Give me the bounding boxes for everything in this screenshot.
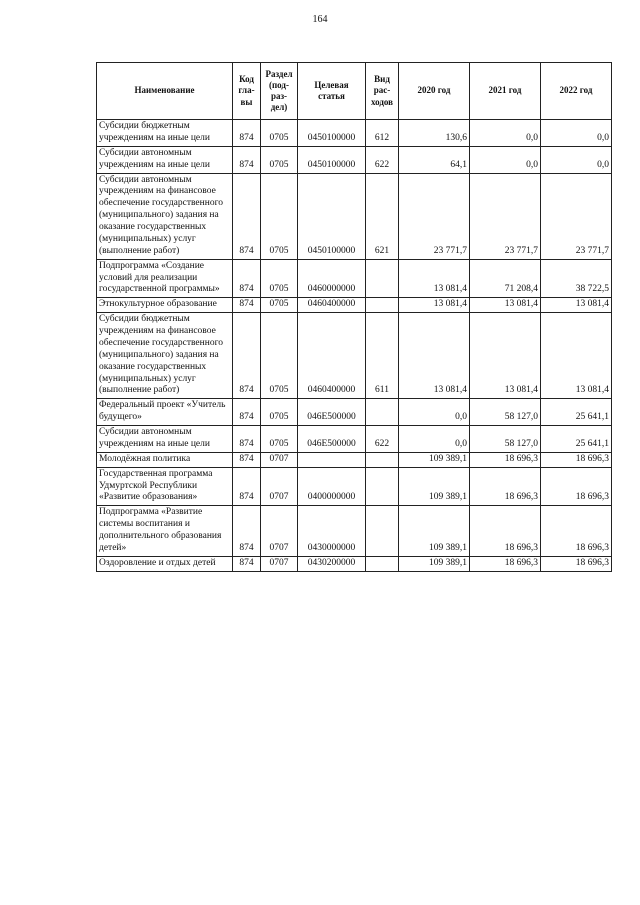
table-row — [97, 298, 612, 313]
row-chapter: 874 — [233, 399, 261, 426]
row-target: 0400000000 — [298, 467, 366, 506]
row-chapter: 874 — [233, 259, 261, 298]
row-target: 0430000000 — [298, 506, 366, 557]
row-2021: 13 081,4 — [470, 313, 541, 399]
row-2022: 13 081,4 — [541, 298, 612, 313]
row-chapter: 874 — [233, 426, 261, 453]
row-2020: 130,6 — [399, 120, 470, 147]
row-name: Молодёжная политика — [97, 452, 233, 467]
row-section: 0707 — [261, 452, 298, 467]
row-chapter: 874 — [233, 313, 261, 399]
row-2022: 0,0 — [541, 146, 612, 173]
row-name: Субсидии бюджетным учреждениям на финансовое обеспечение государственного (муниципального) задания на оказание государственных (муниципальных) услуг (выполнение работ) — [97, 313, 233, 399]
row-2020: 0,0 — [399, 399, 470, 426]
row-2020: 64,1 — [399, 146, 470, 173]
row-name: Этнокультурное образование — [97, 298, 233, 313]
row-target: 0460000000 — [298, 259, 366, 298]
row-section: 0707 — [261, 506, 298, 557]
table-row — [97, 467, 612, 506]
row-section: 0705 — [261, 120, 298, 147]
row-expense — [366, 452, 399, 467]
row-2021: 0,0 — [470, 146, 541, 173]
row-chapter: 874 — [233, 452, 261, 467]
row-expense: 622 — [366, 146, 399, 173]
row-2020: 13 081,4 — [399, 298, 470, 313]
row-expense: 612 — [366, 120, 399, 147]
row-expense: 611 — [366, 313, 399, 399]
row-2021: 71 208,4 — [470, 259, 541, 298]
table-row — [97, 556, 612, 571]
header-section: Раздел (под-раз-дел) — [261, 63, 298, 120]
row-expense — [366, 506, 399, 557]
row-2021: 18 696,3 — [470, 467, 541, 506]
row-2021: 58 127,0 — [470, 426, 541, 453]
row-target: 046E500000 — [298, 426, 366, 453]
row-2021: 58 127,0 — [470, 399, 541, 426]
row-2022: 18 696,3 — [541, 556, 612, 571]
header-row — [97, 63, 612, 120]
row-2020: 109 389,1 — [399, 556, 470, 571]
row-2022: 25 641,1 — [541, 399, 612, 426]
row-2022: 0,0 — [541, 120, 612, 147]
page-number: 164 — [312, 14, 328, 25]
row-expense — [366, 399, 399, 426]
table-row — [97, 399, 612, 426]
row-2021: 23 771,7 — [470, 173, 541, 259]
table-row — [97, 313, 612, 399]
row-section: 0705 — [261, 399, 298, 426]
row-chapter: 874 — [233, 120, 261, 147]
row-expense — [366, 556, 399, 571]
row-expense: 622 — [366, 426, 399, 453]
row-2020: 109 389,1 — [399, 467, 470, 506]
row-2022: 18 696,3 — [541, 452, 612, 467]
header-expense: Вид рас-ходов — [366, 63, 399, 120]
row-target — [298, 452, 366, 467]
row-2021: 18 696,3 — [470, 556, 541, 571]
row-chapter: 874 — [233, 298, 261, 313]
row-2020: 0,0 — [399, 426, 470, 453]
row-section: 0705 — [261, 313, 298, 399]
row-2020: 109 389,1 — [399, 506, 470, 557]
header-2022: 2022 год — [541, 63, 612, 120]
table-row — [97, 146, 612, 173]
row-section: 0705 — [261, 259, 298, 298]
table-row — [97, 452, 612, 467]
row-expense — [366, 259, 399, 298]
row-2021: 13 081,4 — [470, 298, 541, 313]
row-chapter: 874 — [233, 146, 261, 173]
row-chapter: 874 — [233, 173, 261, 259]
row-target: 0450100000 — [298, 146, 366, 173]
header-target: Целевая статья — [298, 63, 366, 120]
row-name: Подпрограмма «Развитие системы воспитания и дополнительного образования детей» — [97, 506, 233, 557]
row-chapter: 874 — [233, 467, 261, 506]
header-2020: 2020 год — [399, 63, 470, 120]
row-target: 0460400000 — [298, 313, 366, 399]
row-2020: 13 081,4 — [399, 313, 470, 399]
table-row — [97, 426, 612, 453]
row-name: Государственная программа Удмуртской Республики «Развитие образования» — [97, 467, 233, 506]
row-name: Субсидии автономным учреждениям на иные цели — [97, 146, 233, 173]
row-name: Подпрограмма «Создание условий для реализации государственной программы» — [97, 259, 233, 298]
row-name: Субсидии автономным учреждениям на финансовое обеспечение государственного (муниципального) задания на оказание государственных (муниципальных) услуг (выполнение работ) — [97, 173, 233, 259]
row-name: Оздоровление и отдых детей — [97, 556, 233, 571]
row-2020: 109 389,1 — [399, 452, 470, 467]
row-2021: 18 696,3 — [470, 506, 541, 557]
row-target: 0450100000 — [298, 120, 366, 147]
row-expense — [366, 467, 399, 506]
table-row — [97, 120, 612, 147]
row-section: 0705 — [261, 146, 298, 173]
row-chapter: 874 — [233, 506, 261, 557]
row-section: 0707 — [261, 467, 298, 506]
row-name: Субсидии автономным учреждениям на иные цели — [97, 426, 233, 453]
header-2021: 2021 год — [470, 63, 541, 120]
table-row — [97, 259, 612, 298]
row-section: 0705 — [261, 298, 298, 313]
row-target: 0460400000 — [298, 298, 366, 313]
row-2020: 23 771,7 — [399, 173, 470, 259]
row-expense: 621 — [366, 173, 399, 259]
row-target: 0430200000 — [298, 556, 366, 571]
header-name: Наименование — [97, 63, 233, 120]
budget-table — [96, 62, 612, 572]
row-section: 0705 — [261, 173, 298, 259]
row-name: Субсидии бюджетным учреждениям на иные цели — [97, 120, 233, 147]
row-expense — [366, 298, 399, 313]
table-row — [97, 173, 612, 259]
row-2020: 13 081,4 — [399, 259, 470, 298]
row-2022: 25 641,1 — [541, 426, 612, 453]
row-2022: 13 081,4 — [541, 313, 612, 399]
row-section: 0707 — [261, 556, 298, 571]
header-chapter: Код гла-вы — [233, 63, 261, 120]
row-section: 0705 — [261, 426, 298, 453]
row-2022: 38 722,5 — [541, 259, 612, 298]
table-row — [97, 506, 612, 557]
row-chapter: 874 — [233, 556, 261, 571]
row-target: 0450100000 — [298, 173, 366, 259]
row-2021: 0,0 — [470, 120, 541, 147]
row-target: 046E500000 — [298, 399, 366, 426]
row-2022: 18 696,3 — [541, 506, 612, 557]
row-name: Федеральный проект «Учитель будущего» — [97, 399, 233, 426]
row-2022: 18 696,3 — [541, 467, 612, 506]
row-2021: 18 696,3 — [470, 452, 541, 467]
row-2022: 23 771,7 — [541, 173, 612, 259]
